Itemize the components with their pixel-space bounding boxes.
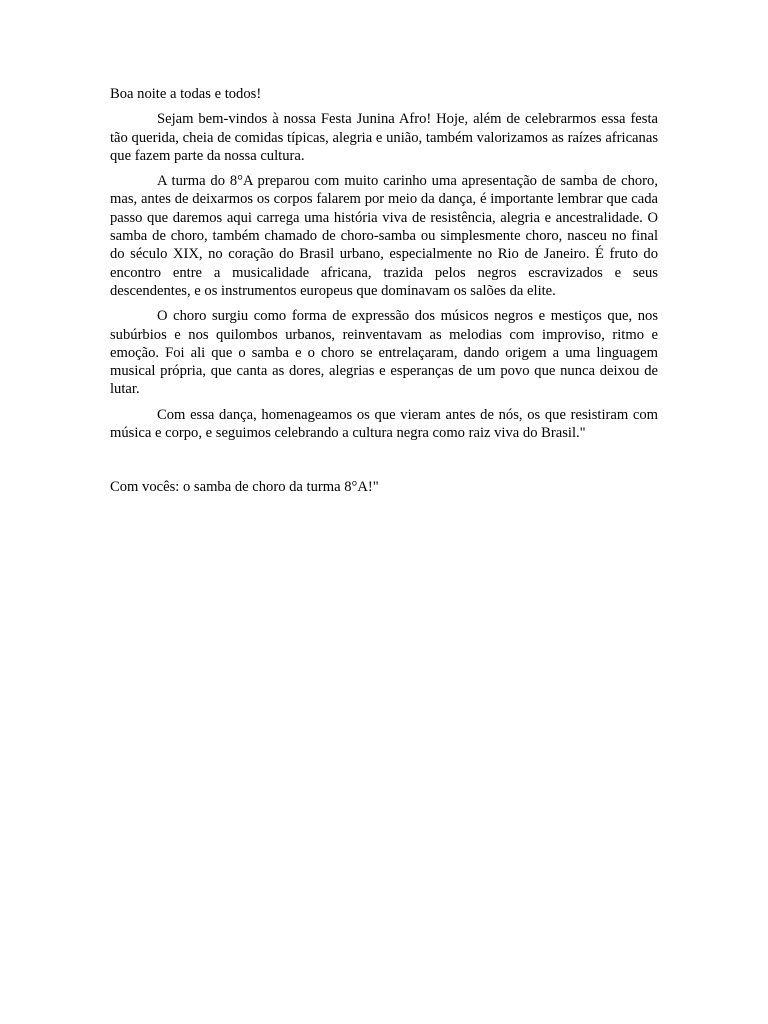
- document-body: [110, 85, 658, 504]
- paragraph-choro-origin: O choro surgiu como forma de expressão dos músicos negros e mestiços que, nos subúrbios e nos quilombos urbanos, reinventavam as melodias com improviso, ritmo e emoção. Foi ali que o samba e o choro se entrelaçaram, dando origem a uma linguagem musical própria, que canta as dores, alegrias e esperanças de um povo que nunca deixou de lutar.: [110, 308, 658, 398]
- paragraph-presentation: A turma do 8°A preparou com muito carinho uma apresentação de samba de choro, mas, antes de deixarmos os corpos falarem por meio da dança, é importante lembrar que cada passo que daremos aqui carrega uma história viva de resistência, alegria e ancestralidade. O samba de choro, também chamado de choro-samba ou simplesmente choro, nasceu no final do século XIX, no coração do Brasil urbano, especialmente no Rio de Janeiro. É fruto do encontro entre a musicalidade africana, trazida pelos negros escravizados e seus descendentes, e os instrumentos europeus que dominavam os salões da elite.: [110, 173, 658, 299]
- greeting-line: Boa noite a todas e todos!: [110, 86, 262, 102]
- paragraph-homage: Com essa dança, homenageamos os que vieram antes de nós, os que resistiram com música e corpo, e seguimos celebrando a cultura negra como raiz viva do Brasil.": [110, 406, 658, 442]
- paragraph-welcome: Sejam bem-vindos à nossa Festa Junina Afro! Hoje, além de celebrarmos essa festa tão querida, cheia de comidas típicas, alegria e união, também valorizamos as raízes africanas que fazem parte da nossa cultura.: [110, 111, 658, 164]
- closing-line: Com vocês: o samba de choro da turma 8°A!": [110, 479, 379, 496]
